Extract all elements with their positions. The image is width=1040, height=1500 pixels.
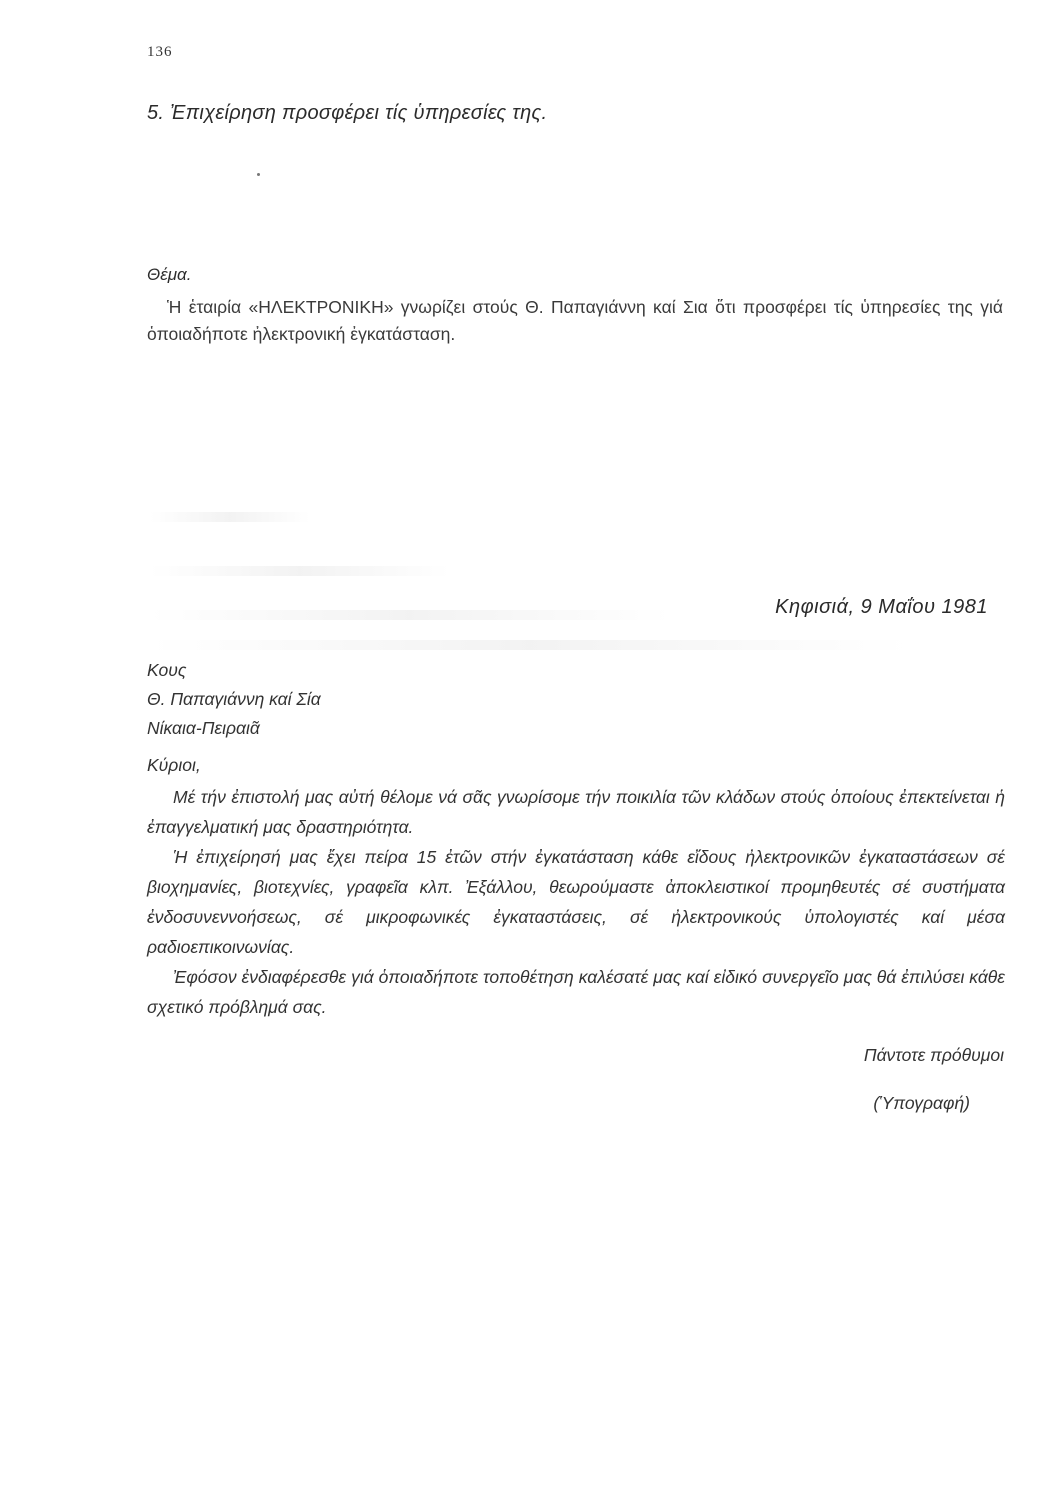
show-through-line: [150, 610, 670, 620]
ink-speck: [257, 173, 260, 176]
letter-closing: Πάντοτε πρόθυμοι: [863, 1045, 1004, 1065]
signature-placeholder: (Ὑπογραφή): [873, 1093, 970, 1113]
show-through-line: [150, 512, 310, 522]
page-number: 136: [147, 44, 173, 60]
salutation: Κύριοι,: [147, 755, 201, 775]
body-paragraph-1: Μέ τήν ἐπιστολή μας αὐτή θέλομε νά σᾶς γνωρίσομε τήν ποικιλία τῶν κλάδων στούς ὁποίους ἐπεκτείνεται ἡ ἐπαγγελματική μας δραστηριότητα.: [147, 787, 1005, 837]
recipient-location: Νίκαια-Πειραιᾶ: [147, 718, 260, 738]
show-through-line: [150, 640, 910, 650]
body-paragraph-3: Ἐφόσον ἐνδιαφέρεσθε γιά ὁποιαδήποτε τοποθέτηση καλέσατέ μας καί εἰδικό συνεργεῖο μας θά ἐπιλύσει κάθε σχετικό πρόβλημά σας.: [147, 967, 1005, 1017]
show-through-line: [150, 566, 450, 576]
recipient-name: Θ. Παπαγιάννη καί Σία: [147, 689, 321, 709]
recipient-block: [147, 656, 321, 743]
letter-date: Κηφισιά, 9 Μαΐου 1981: [775, 596, 988, 618]
letter-body: [147, 782, 1005, 1022]
subject-label: Θέμα.: [147, 265, 192, 284]
body-paragraph-2: Ἡ ἐπιχείρησή μας ἔχει πείρα 15 ἐτῶν στήν ἐγκατάσταση κάθε εἴδους ἠλεκτρονικῶν ἐγκαταστάσεων σέ βιοχημανίες, βιοτεχνίες, γραφεῖα κλπ. Ἐξάλλου, θεωρούμαστε ἀποκλειστικοί προμηθευτές σέ συστήματα ἐνδοσυνεννοήσεως, σέ μικροφωνικές ἐγκαταστάσεις, σέ ἠλεκτρονικούς ὑπολογιστές καί μέσα ραδιοεπικοινωνίας.: [147, 847, 1005, 957]
subject-text: Ἡ ἑταιρία «ΗΛΕΚΤΡΟΝΙΚΗ» γνωρίζει στούς Θ. Παπαγιάννη καί Σια ὅτι προσφέρει τίς ὑπηρεσίες της γιά ὁποιαδήποτε ἠλεκτρονική ἐγκατάσταση.: [147, 297, 1003, 344]
recipient-title: Κους: [147, 660, 187, 680]
section-heading: 5. Ἐπιχείρηση προσφέρει τίς ὑπηρεσίες της.: [147, 102, 548, 124]
